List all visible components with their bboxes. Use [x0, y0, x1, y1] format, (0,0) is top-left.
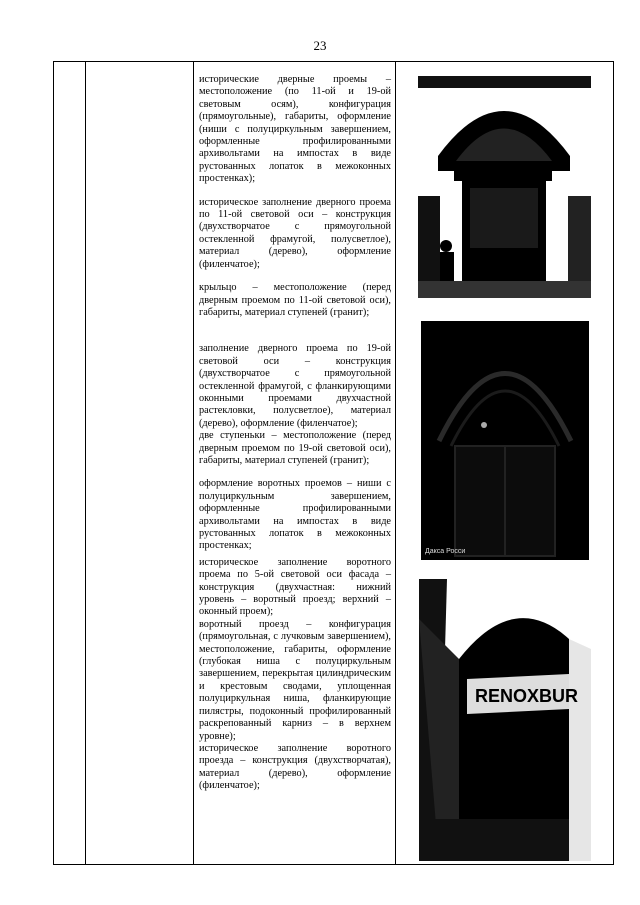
column-divider — [85, 62, 86, 864]
photo-gate-arch — [419, 579, 591, 861]
photo-dark-door — [421, 321, 589, 560]
text-block-porch: крыльцо – местоположение (перед дверным проемом по 11-ой световой оси), габариты, материал ступеней (гранит); — [199, 282, 394, 318]
text-block-door-filling-19: заполнение дверного проема по 19-ой световой оси – конструкция (двухстворчатое с прямоугольной остекленной фрамугой, с фланкирующими оконными проемами двухчастной растекловки, полусветлое), материал (дерево), оформление (филенчатое); две ступеньки – местоположение (перед дверным проемом по 19-ой световой оси), габариты, материал ступеней (гранит); — [199, 343, 391, 466]
text-block-gate-openings: оформление воротных проемов – ниши с полуциркульным завершением, оформленные профилированными архивольтами на импостах в виде рустованных лопаток в межоконных простенках; — [199, 478, 394, 552]
text-block-door-filling-11: историческое заполнение дверного проема по 11-ой световой оси – конструкция (двухстворчатое с прямоугольной остекленной фрамугой, полусветлое), материал (дерево), оформление (филенчатое); — [199, 196, 394, 270]
text-block-doorways: исторические дверные проемы – местоположение (по 11-ой и 19-ой световым осям), конфигурация (прямоугольные), габариты, оформление (ниши с полуциркульным завершением, оформленные профилированными архивольтами на импостах в виде рустованных лопаток в межоконных простенках); — [199, 74, 394, 185]
column-divider — [395, 62, 396, 864]
description-column — [199, 74, 394, 804]
photo-watermark: Дакса Росси — [425, 548, 466, 555]
column-divider — [193, 62, 194, 864]
page-number: 23 — [313, 38, 327, 53]
photo-doorway-arch — [418, 76, 591, 298]
text-block-gate-filling: историческое заполнение воротного проема по 5-ой световой оси фасада – конструкция (двухчастная: нижний уровень – воротный проезд; верхний – оконный проем); воротный проезд – конфигурация (прямоугольная, с лучковым завершением), местоположение, габариты, оформление (глубокая ниша с полуциркульным завершением, перекрытая цилиндрическим и крестовым сводами, уплощенная полуциркульная ниша, фланкирующие пилястры, подоконный профилированный раскрепованный карниз – в верхнем уровне); историческое заполнение воротного проезда – конструкция (двухстворчатая), материал (дерево), оформление (филенчатое); — [199, 556, 391, 792]
gate-sign-text: RENOXBUR — [475, 686, 579, 706]
